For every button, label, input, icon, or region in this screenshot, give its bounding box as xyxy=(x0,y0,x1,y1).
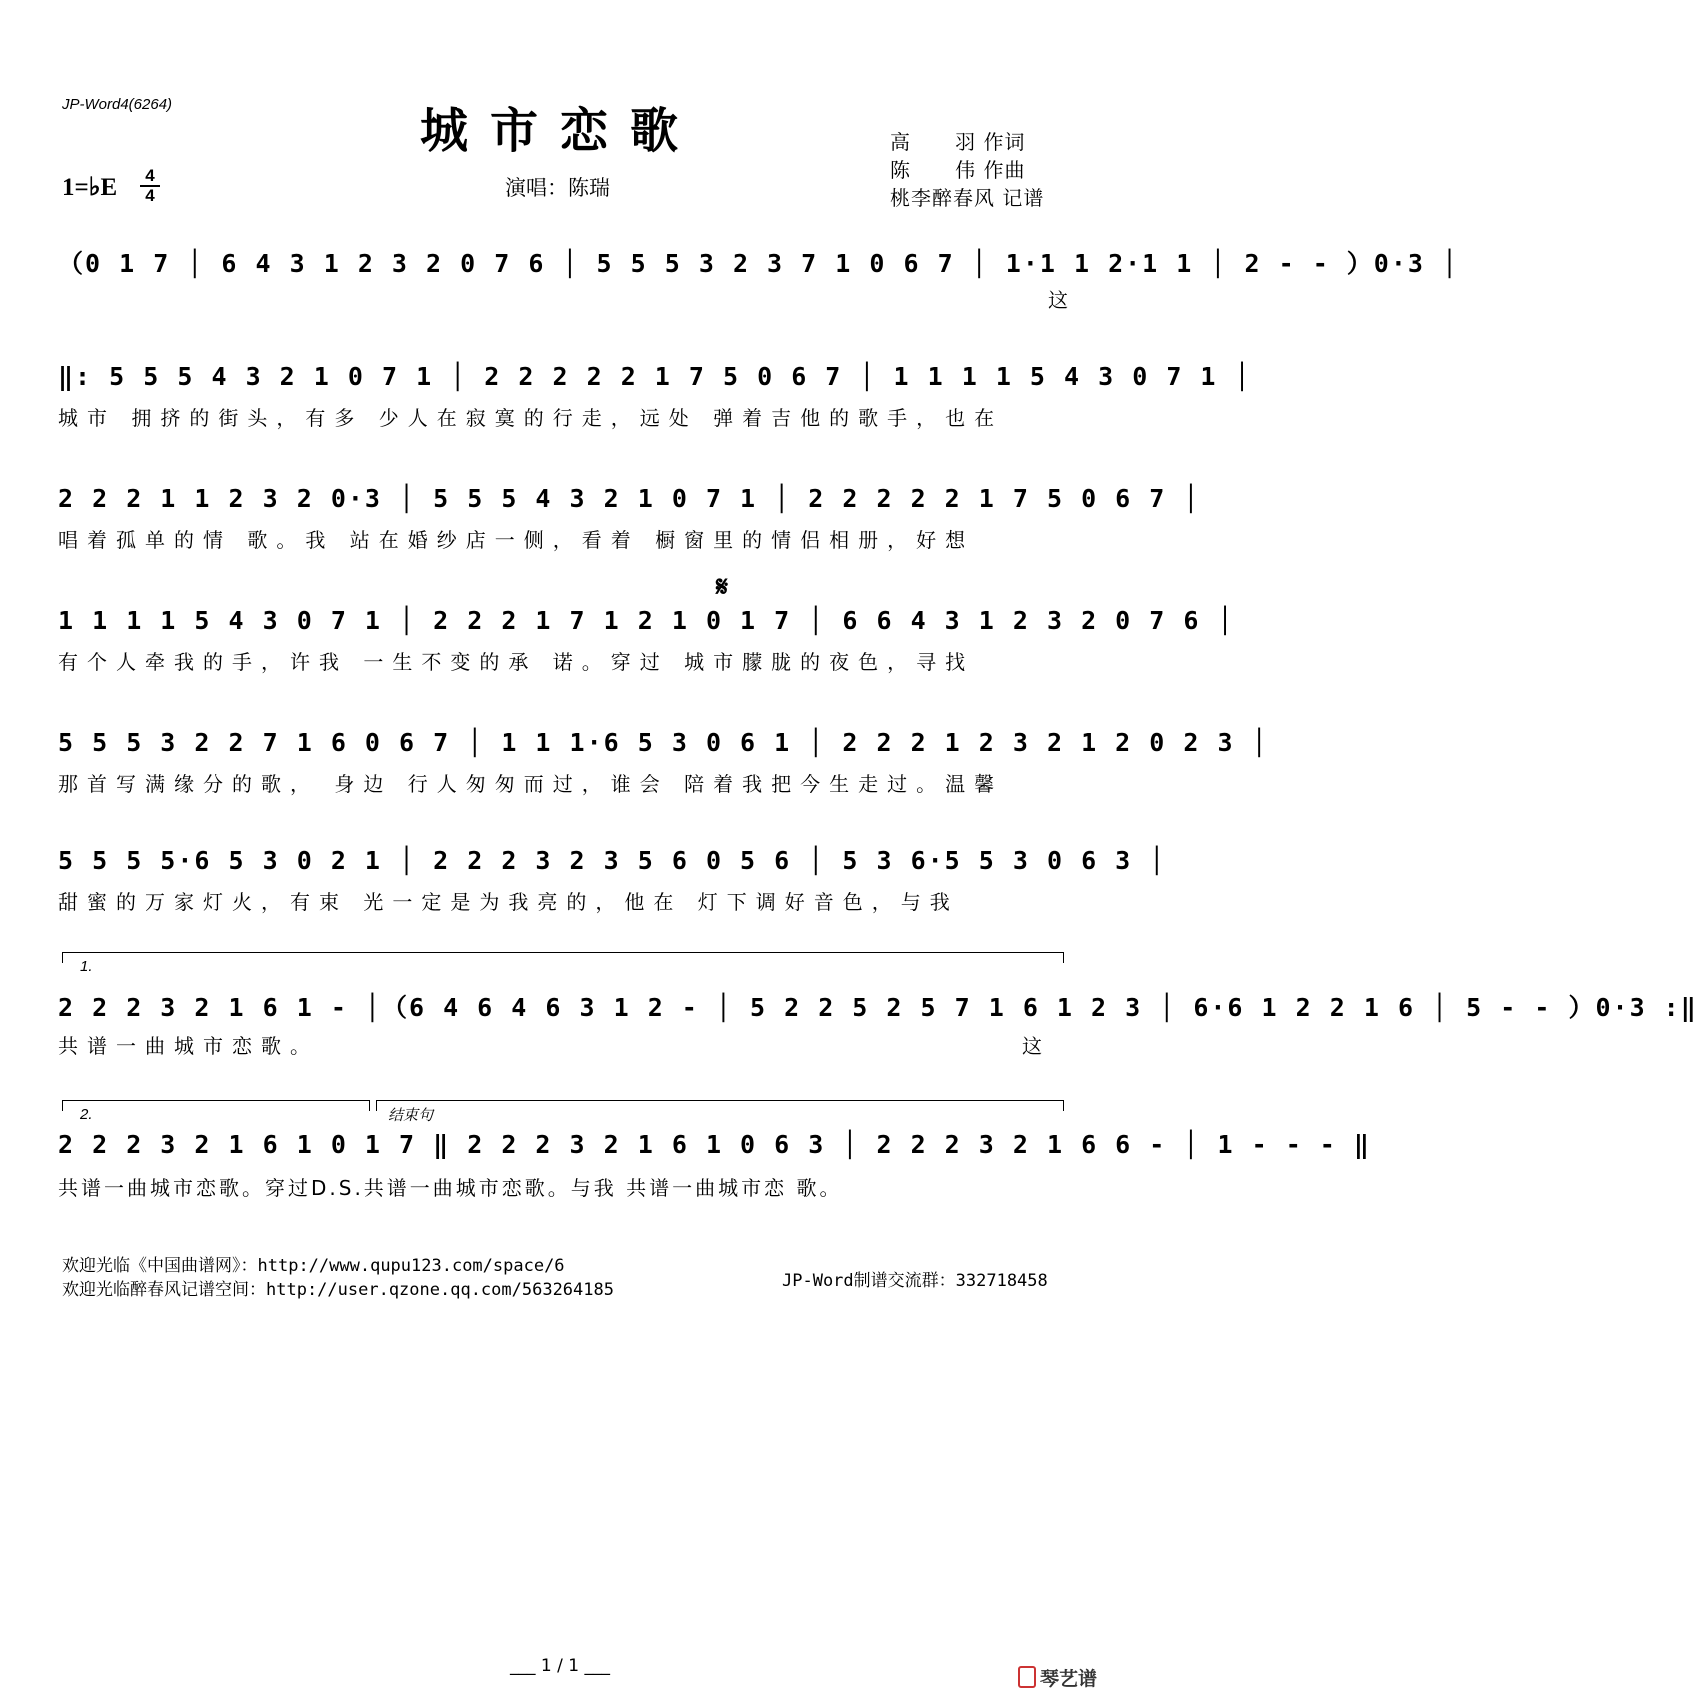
singer-label: 演唱：陈瑞 xyxy=(505,176,610,200)
notation-row-3: 2 2 2 1 1 2 3 2 0·3 │ 5 5 5 4 3 2 1 0 7 1 │ 2 2 2 2 2 1 7 5 0 6 7 │ xyxy=(58,484,1201,513)
key-signature: 1=♭E xyxy=(62,174,118,201)
lyrics-row-1: 这 xyxy=(1048,288,1068,312)
logo-text: 琴艺谱 xyxy=(1040,1668,1098,1690)
lyrics-row-2: 城市 拥挤的街头，有多 少人在寂寞的行走，远处 弹着吉他的歌手，也在 xyxy=(58,406,1004,430)
notation-row-5: 5 5 5 3 2 2 7 1 6 0 6 7 │ 1 1 1·6 5 3 0 6 1 │ 2 2 2 1 2 3 2 1 2 0 2 3 │ xyxy=(58,728,1269,757)
notation-row-7: 2 2 2 3 2 1 6 1 - │（6 4 6 4 6 3 1 2 - │ 5 2 2 5 2 5 7 1 6 1 2 3 │ 6·6 1 2 2 1 6 │ 5 - - ）0·3 :‖ xyxy=(58,993,1698,1022)
time-signature xyxy=(140,168,160,204)
coda-label: 结束句 xyxy=(388,1107,434,1124)
segno-sign: 𝄋 xyxy=(716,570,729,603)
volta-label-2: 2. xyxy=(80,1106,93,1123)
song-title: 城市恋歌 xyxy=(419,103,700,159)
lyrics-row-6: 甜蜜的万家灯火，有束 光一定是为我亮的，他在 灯下调好音色，与我 xyxy=(58,890,959,914)
notation-row-2: ‖: 5 5 5 4 3 2 1 0 7 1 │ 2 2 2 2 2 1 7 5 0 6 7 │ 1 1 1 1 5 4 3 0 7 1 │ xyxy=(58,362,1252,391)
lyrics-row-7: 共谱一曲城市恋歌。 xyxy=(58,1034,319,1058)
time-bottom: 4 xyxy=(145,186,155,205)
transcriber-credit: 桃李醉春风 记谱 xyxy=(890,186,1045,210)
coda-bracket xyxy=(376,1100,1064,1111)
volta-label-1: 1. xyxy=(80,958,93,975)
volta-bracket-1 xyxy=(62,952,1064,963)
lyrics-row-7-end: 这 xyxy=(1022,1034,1042,1058)
credits xyxy=(890,128,1044,212)
piano-icon xyxy=(1018,1666,1036,1688)
notation-row-4: 1 1 1 1 5 4 3 0 7 1 │ 2 2 2 1 7 1 2 1 0 1 7 │ 6 6 4 3 1 2 3 2 0 7 6 │ xyxy=(58,606,1235,635)
page-number-text: 1 / 1 xyxy=(540,1656,580,1676)
volta-bracket-2 xyxy=(62,1100,370,1111)
version-label: JP-Word4(6264) xyxy=(62,96,173,113)
lyrics-row-4: 有个人牵我的手，许我 一生不变的承 诺。穿过 城市朦胧的夜色，寻找 xyxy=(58,650,975,674)
page-number: ___ 1 / 1 ___ xyxy=(510,1656,610,1676)
site-logo xyxy=(1018,1664,1097,1691)
lyrics-row-3: 唱着孤单的情 歌。我 站在婚纱店一侧，看着 橱窗里的情侣相册，好想 xyxy=(58,528,975,552)
footer-link-2[interactable]: 欢迎光临醉春风记谱空间：http://user.qzone.qq.com/563264185 xyxy=(62,1280,614,1300)
lyricist-credit: 高 羽 作词 xyxy=(890,130,1026,154)
time-top: 4 xyxy=(145,166,155,185)
notation-row-6: 5 5 5 5·6 5 3 0 2 1 │ 2 2 2 3 2 3 5 6 0 5 6 │ 5 3 6·5 5 3 0 6 3 │ xyxy=(58,846,1167,875)
footer-links xyxy=(62,1254,614,1302)
composer-credit: 陈 伟 作曲 xyxy=(890,158,1026,182)
lyrics-row-5: 那首写满缘分的歌， 身边 行人匆匆而过，谁会 陪着我把今生走过。温馨 xyxy=(58,772,1004,796)
notation-row-1: （0 1 7 │ 6 4 3 1 2 3 2 0 7 6 │ 5 5 5 3 2 3 7 1 0 6 7 │ 1·1 1 2·1 1 │ 2 - - ）0·3 │ xyxy=(58,249,1460,278)
group-info: JP-Word制谱交流群：332718458 xyxy=(782,1271,1048,1291)
lyrics-row-8: 共谱一曲城市恋歌。穿过D.S.共谱一曲城市恋歌。与我 共谱一曲城市恋 歌。 xyxy=(58,1176,843,1200)
notation-row-8: 2 2 2 3 2 1 6 1 0 1 7 ‖ 2 2 2 3 2 1 6 1 0 6 3 │ 2 2 2 3 2 1 6 6 - │ 1 - - - ‖ xyxy=(58,1130,1371,1159)
footer-link-1[interactable]: 欢迎光临《中国曲谱网》：http://www.qupu123.com/space/6 xyxy=(62,1256,565,1276)
